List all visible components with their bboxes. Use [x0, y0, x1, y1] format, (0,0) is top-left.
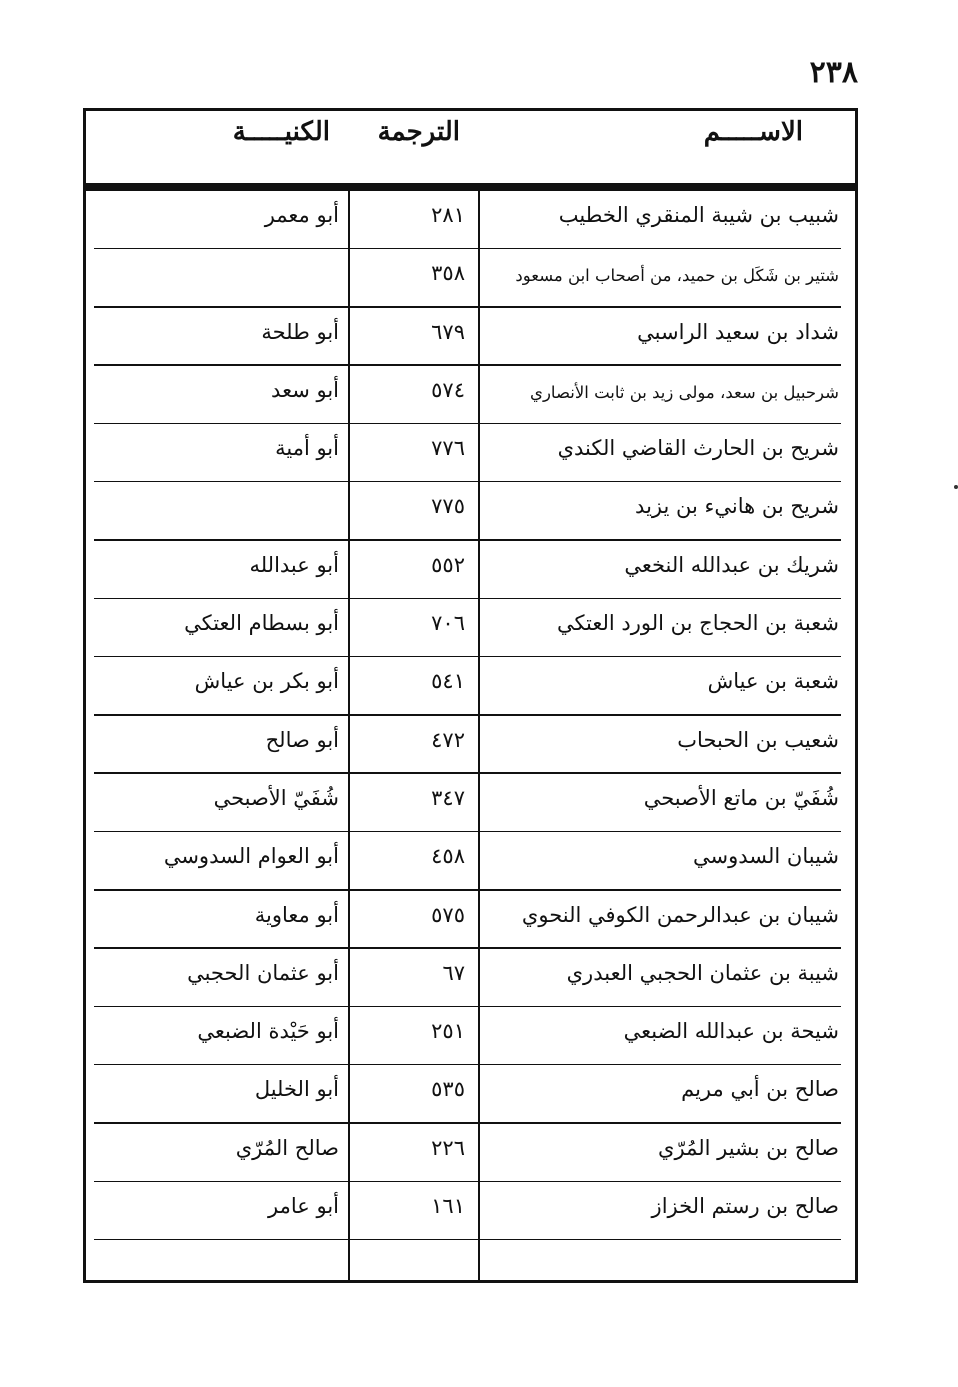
table-row	[86, 949, 855, 1007]
tarjama-number: ٤٥٨	[431, 844, 465, 869]
table-row	[86, 599, 855, 657]
narrator-name: شعيب بن الحبحاب	[677, 727, 839, 752]
page-number: ٢٣٨	[809, 55, 858, 90]
narrator-name: شتير بن شَكَل بن حميد، من أصحاب ابن مسعود	[515, 266, 839, 286]
narrator-name: شبيب بن شيبة المنقري الخطيب	[558, 203, 839, 227]
header-name: الاســـــم	[703, 117, 803, 147]
table-row	[86, 541, 855, 599]
tarjama-number: ١٦١	[431, 1194, 465, 1219]
table-header	[86, 111, 855, 191]
narrator-kunya: شُفَيّ الأصبحي	[213, 785, 339, 810]
tarjama-number: ٥٣٥	[431, 1077, 465, 1102]
narrator-name: شرحبيل بن سعد، مولى زيد بن ثابت الأنصاري	[530, 382, 839, 402]
table-rows	[86, 191, 855, 1240]
table-row	[86, 308, 855, 366]
table-row	[86, 1182, 855, 1240]
narrator-name: شريح بن الحارث القاضي الكندي	[557, 436, 839, 461]
narrator-kunya: أبو الخليل	[254, 1077, 339, 1102]
narrator-name: شريك بن عبدالله النخعي	[624, 552, 839, 577]
tarjama-number: ٢٥١	[431, 1019, 465, 1044]
table-row	[86, 657, 855, 715]
narrator-name: شيحة بن عبدالله الضبعي	[623, 1019, 839, 1044]
tarjama-number: ٣٤٧	[431, 785, 465, 810]
narrator-name: صالح بن بشير المُرّي	[658, 1135, 839, 1160]
narrator-kunya: أبو طلحة	[261, 319, 339, 344]
table-row	[86, 1007, 855, 1065]
tarjama-number: ٧٧٦	[431, 436, 465, 461]
header-kunya: الكنيـــــة	[232, 117, 330, 147]
narrator-kunya: صالح المُرّي	[235, 1135, 339, 1160]
table-row	[86, 1065, 855, 1123]
narrator-name: شداد بن سعيد الراسبي	[637, 319, 839, 344]
narrator-name: صالح بن أبي مريم	[681, 1077, 839, 1102]
narrator-kunya: أبو سعد	[271, 377, 339, 402]
narrator-name: شُفَيّ بن ماتع الأصبحي	[643, 785, 839, 810]
narrator-kunya: أبو العوام السدوسي	[163, 844, 339, 869]
table-row	[86, 482, 855, 540]
narrator-name: شيبان السدوسي	[693, 844, 839, 869]
header-tarjama: الترجمة	[377, 117, 460, 147]
narrator-kunya: أبو معمر	[264, 203, 339, 227]
tarjama-number: ٥٤١	[431, 669, 465, 694]
tarjama-number: ٦٧	[442, 960, 465, 985]
table-row	[86, 716, 855, 774]
narrator-kunya: أبو بكر بن عياش	[194, 669, 339, 694]
table-row	[86, 424, 855, 482]
table-row	[86, 1124, 855, 1182]
narrator-kunya: أبو معاوية	[254, 902, 339, 927]
narrator-name: شيبة بن عثمان الحجبي العبدري	[566, 960, 839, 985]
narrator-kunya: أبو عامر	[268, 1194, 339, 1219]
table-row	[86, 249, 855, 307]
tarjama-number: ٧٠٦	[431, 611, 465, 636]
table-row	[86, 366, 855, 424]
tarjama-number: ٥٧٤	[431, 377, 465, 402]
tarjama-number: ٤٧٢	[431, 727, 465, 752]
table-body	[86, 191, 855, 1280]
table-row	[86, 191, 855, 249]
narrators-index-table	[83, 108, 858, 1283]
tarjama-number: ٣٥٨	[431, 261, 465, 286]
tarjama-number: ٢٨١	[431, 203, 465, 227]
table-row	[86, 891, 855, 949]
tarjama-number: ٥٥٢	[431, 552, 465, 577]
narrator-kunya: أبو حَيْدة الضبعي	[197, 1019, 339, 1044]
narrator-kunya: أبو عثمان الحجبي	[187, 960, 339, 985]
narrator-kunya: أبو أمية	[275, 436, 339, 461]
tarjama-number: ٥٧٥	[431, 902, 465, 927]
narrator-name: شريح بن هانيء بن يزيد	[635, 494, 839, 519]
table-row	[86, 774, 855, 832]
narrator-name: شعبة بن الحجاج بن الورد العتكي	[556, 611, 839, 636]
scan-mark	[954, 485, 958, 489]
narrator-kunya: أبو صالح	[265, 727, 339, 752]
tarjama-number: ٢٢٦	[431, 1135, 465, 1160]
narrator-name: شيبان بن عبدالرحمن الكوفي النحوي	[521, 902, 839, 927]
table-row	[86, 832, 855, 890]
narrator-kunya: أبو عبدالله	[249, 552, 339, 577]
narrator-name: شعبة بن عياش	[707, 669, 839, 694]
tarjama-number: ٧٧٥	[431, 494, 465, 519]
narrator-name: صالح بن رستم الخزاز	[651, 1194, 839, 1219]
narrator-kunya: أبو بسطام العتكي	[184, 611, 339, 636]
tarjama-number: ٦٧٩	[431, 319, 465, 344]
